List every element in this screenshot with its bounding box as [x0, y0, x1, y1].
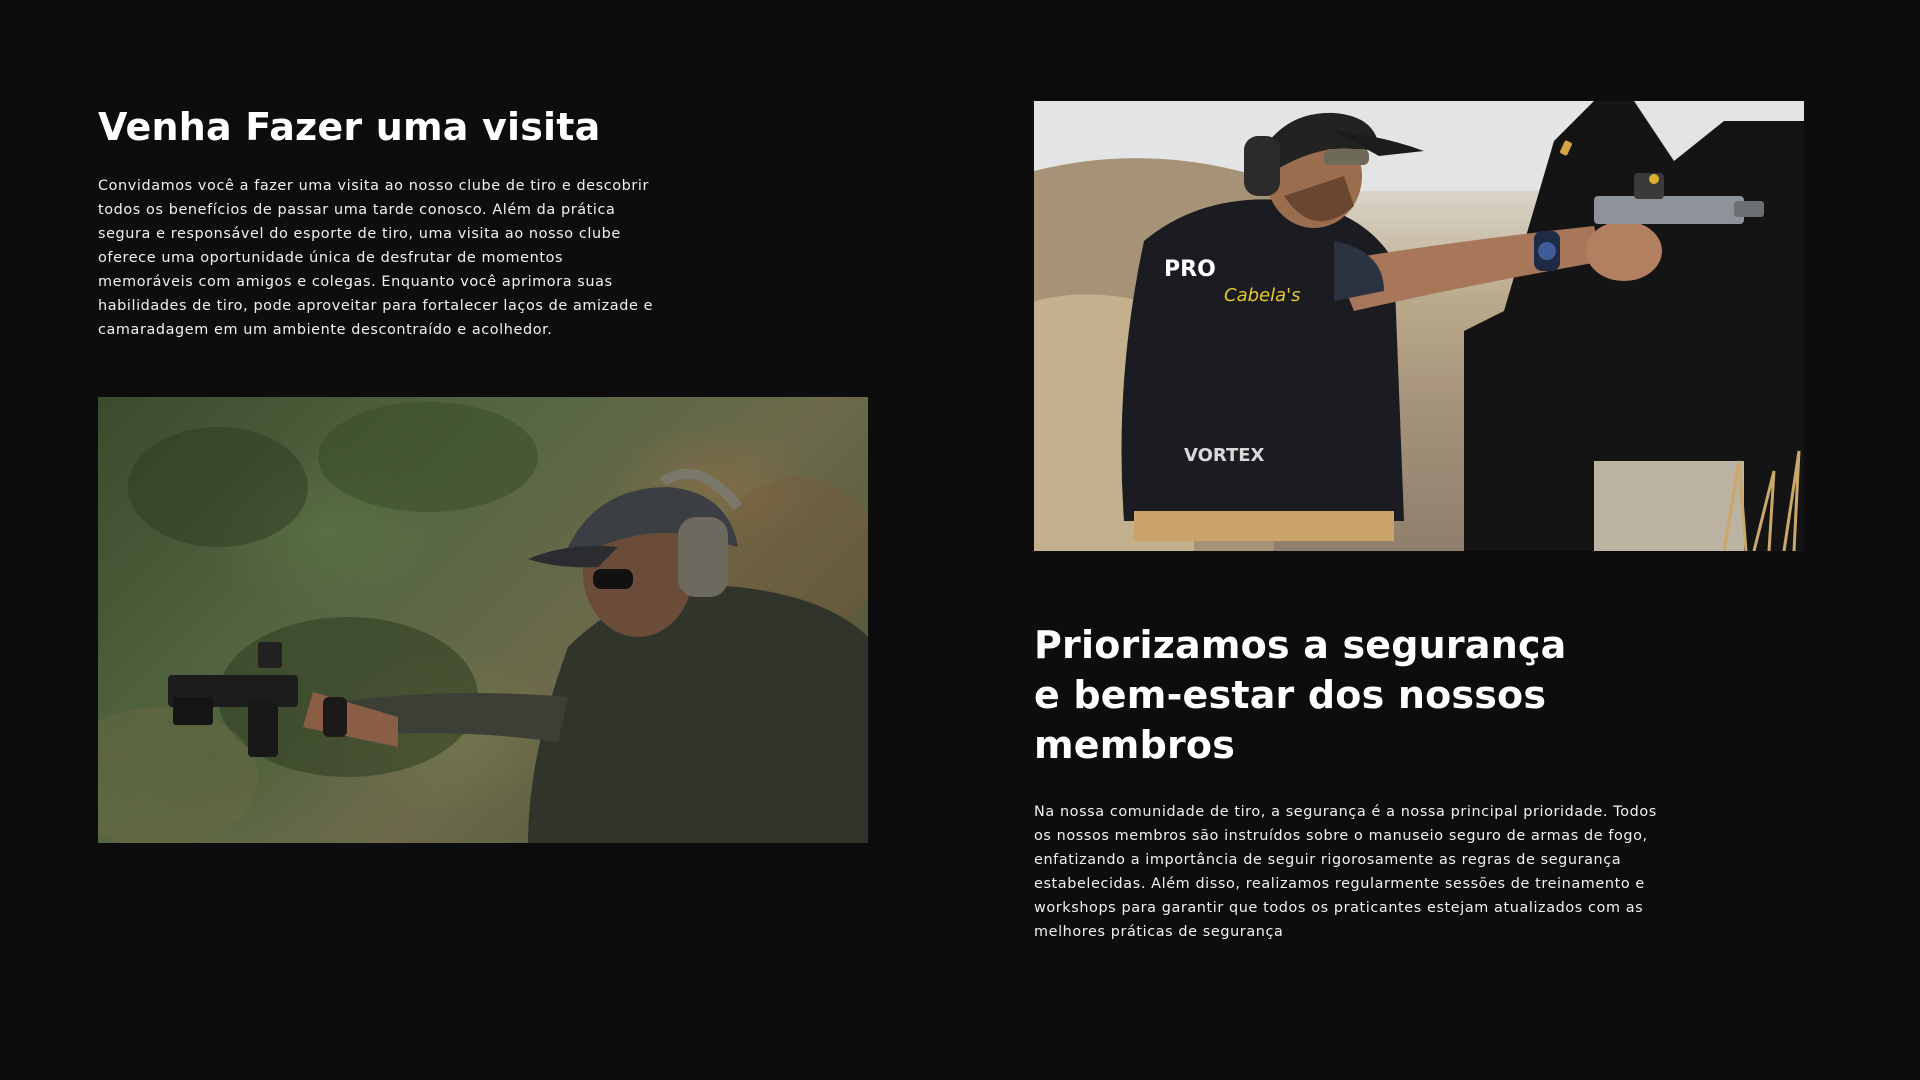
svg-text:VORTEX: VORTEX: [1184, 445, 1265, 466]
svg-text:Cabela's: Cabela's: [1224, 285, 1301, 306]
safety-title: Priorizamos a segurança e bem-estar dos nossos membros: [1034, 623, 1567, 767]
safety-description: Na nossa comunidade de tiro, a segurança é a nossa principal prioridade. Todos os nossos membros são instruídos sobre o manuseio seguro de armas de fogo, enfatizando a importância de seguir rigorosamente as regras de segurança estabelecidas. Além disso, realizamos regularmente sessões de treinamento e workshops para garantir que todos os praticantes estejam atualizados com as melhores práticas de segurança: [1034, 804, 1657, 940]
shooter-aiming-photo: [98, 397, 868, 843]
svg-text:PRO: PRO: [1164, 257, 1216, 282]
visit-section: [98, 98, 678, 342]
visit-title: Venha Fazer uma visita: [98, 105, 601, 149]
shooter-firing-photo: [1034, 101, 1804, 551]
visit-description: Convidamos você a fazer uma visita ao nosso clube de tiro e descobrir todos os benefícios de passar uma tarde conosco. Além da prática segura e responsável do esporte de tiro, uma visita ao nosso clube oferece uma oportunidade única de desfrutar de momentos memoráveis com amigos e colegas. Enquanto você aprimora suas habilidades de tiro, pode aproveitar para fortalecer laços de amizade e camaradagem em um ambiente descontraído e acolhedor.: [98, 178, 654, 338]
safety-section: [1034, 620, 1674, 944]
